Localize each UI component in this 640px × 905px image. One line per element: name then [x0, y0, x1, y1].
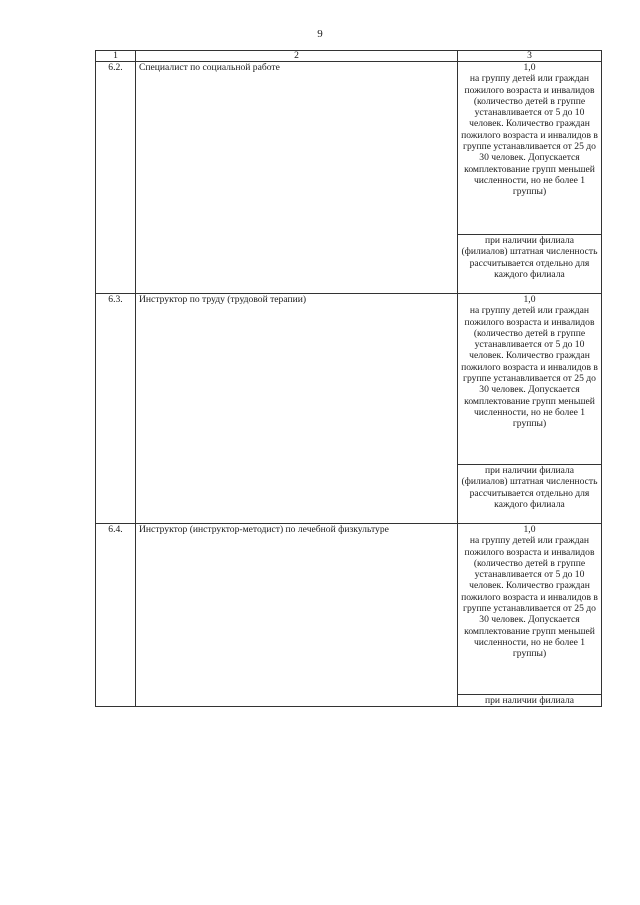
norm-value: 1,0 — [523, 62, 536, 73]
norm-text: на группу детей или граждан пожилого возраста и инвалидов (количество детей в группе устанавливается от 5 до 10 человек. Количество граждан пожилого возраста и инвалидов в группе устанавливается от 25 до 30 человек. Допускается комплектование групп меньшей численности, но не более 1 группы) — [461, 73, 598, 198]
norm-cell — [458, 294, 602, 465]
branch-note: при наличии филиала (филиалов) штатная численность рассчитывается отдельно для каждого филиала — [458, 465, 602, 524]
header-col-2: 2 — [136, 51, 458, 62]
table-row — [96, 524, 602, 695]
norm-value: 1,0 — [523, 294, 536, 305]
norm-text: на группу детей или граждан пожилого возраста и инвалидов (количество детей в группе устанавливается от 5 до 10 человек. Количество граждан пожилого возраста и инвалидов в группе устанавливается от 25 до 30 человек. Допускается комплектование групп меньшей численности, но не более 1 группы) — [461, 535, 598, 660]
table-row — [96, 62, 602, 235]
norm-cell — [458, 62, 602, 235]
norm-text: на группу детей или граждан пожилого возраста и инвалидов (количество детей в группе устанавливается от 5 до 10 человек. Количество граждан пожилого возраста и инвалидов в группе устанавливается от 25 до 30 человек. Допускается комплектование групп меньшей численности, но не более 1 группы) — [461, 305, 598, 430]
branch-note: при наличии филиала — [458, 695, 602, 707]
position-name: Инструктор по труду (трудовой терапии) — [136, 294, 458, 524]
position-name: Инструктор (инструктор-методист) по лечебной физкультуре — [136, 524, 458, 707]
table-header-row — [96, 51, 602, 62]
header-col-3: 3 — [458, 51, 602, 62]
norm-value: 1,0 — [523, 524, 536, 535]
staffing-table — [95, 50, 602, 707]
norm-cell — [458, 524, 602, 695]
page-number: 9 — [317, 28, 323, 40]
row-number: 6.2. — [96, 62, 136, 294]
row-number: 6.3. — [96, 294, 136, 524]
row-number: 6.4. — [96, 524, 136, 707]
branch-note: при наличии филиала (филиалов) штатная численность рассчитывается отдельно для каждого филиала — [458, 235, 602, 294]
header-col-1: 1 — [96, 51, 136, 62]
position-name: Специалист по социальной работе — [136, 62, 458, 294]
table-row — [96, 294, 602, 465]
